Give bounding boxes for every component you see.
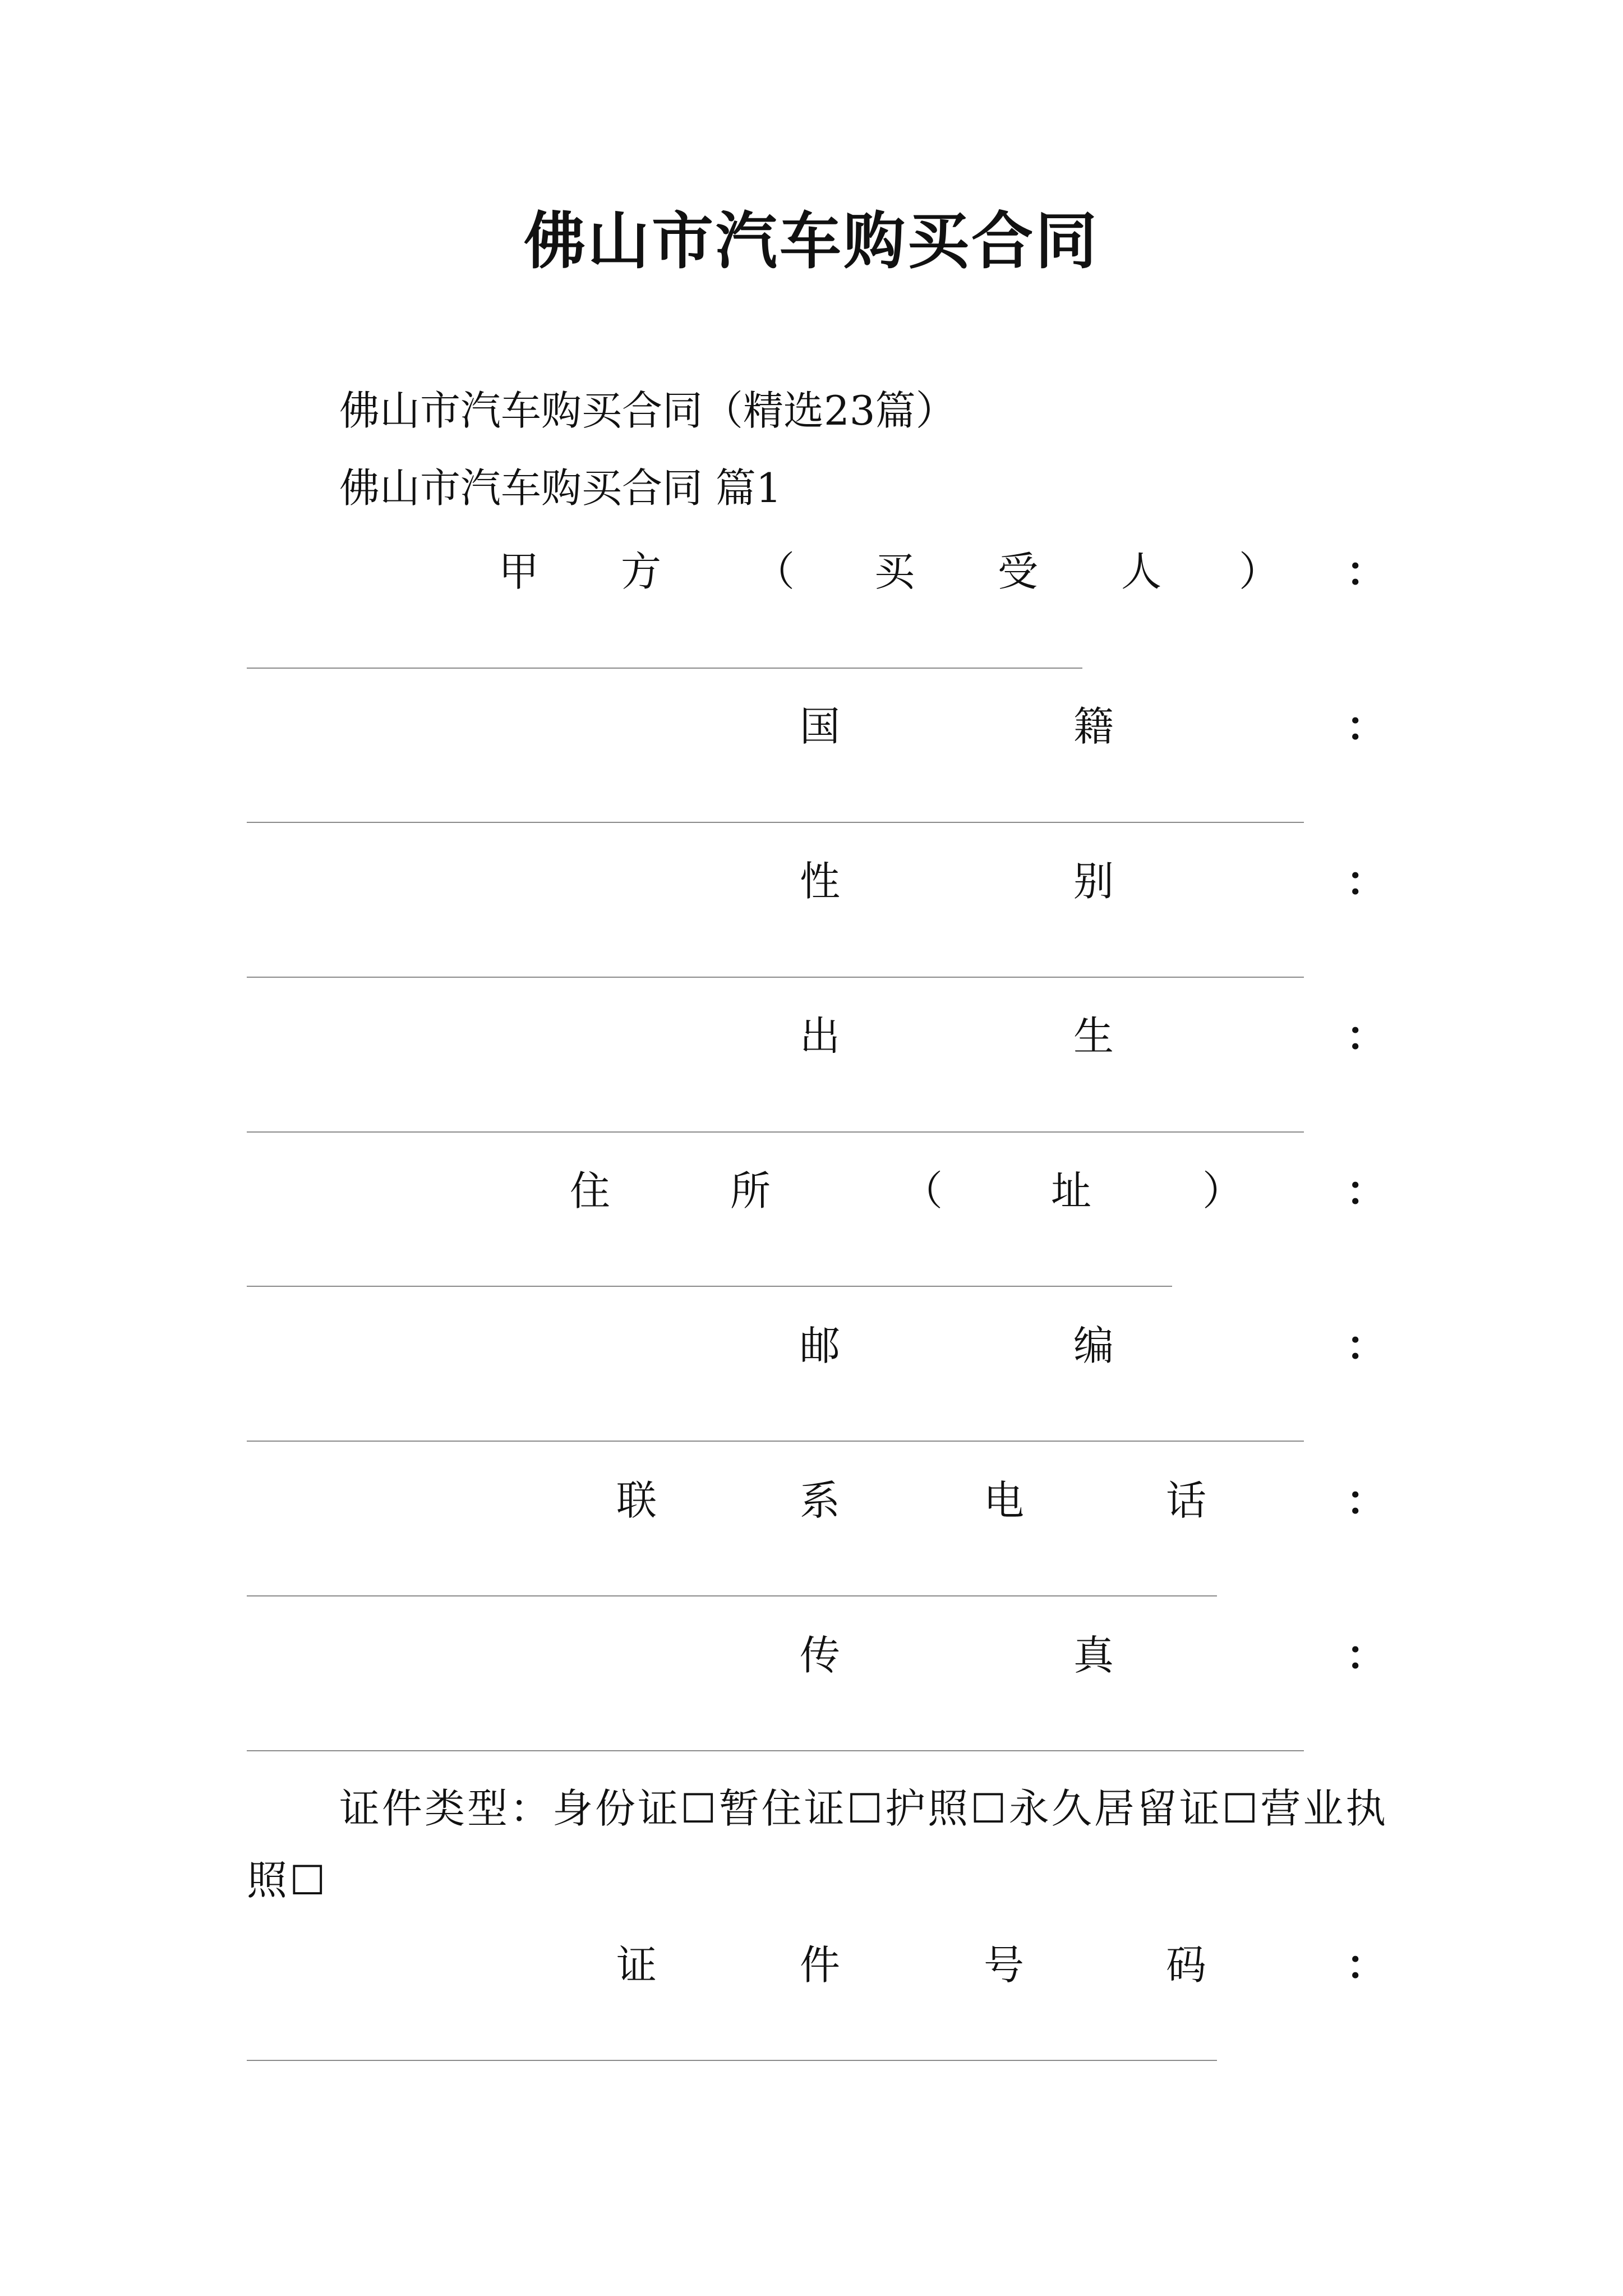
id-type-option-id-card[interactable]: 身份证☐ — [552, 1785, 719, 1832]
label-char: 码 — [1165, 1941, 1207, 1989]
label-colon: ： — [1346, 857, 1387, 905]
label-char: 真 — [1073, 1632, 1114, 1679]
label-char: 别 — [1073, 858, 1114, 905]
label-colon: ： — [1346, 1941, 1387, 1989]
field-gender-label — [0, 850, 1623, 912]
label-colon: ： — [1346, 1167, 1387, 1214]
id-type-option-business-license[interactable]: 营业执照☐ — [247, 1785, 1389, 1904]
label-colon: ： — [1346, 1322, 1387, 1369]
id-number-fill-line[interactable] — [247, 2060, 1217, 2061]
label-colon: ： — [1346, 1631, 1387, 1679]
field-phone-label — [0, 1470, 1623, 1531]
label-char: 出 — [799, 1013, 841, 1060]
label-char: 人 — [1121, 548, 1162, 595]
phone-fill-line[interactable] — [247, 1595, 1217, 1596]
label-char: 甲 — [498, 548, 540, 595]
id-type-option-permanent-residence[interactable]: 永久居留证☐ — [1008, 1785, 1261, 1832]
label-char: ） — [1202, 1167, 1243, 1214]
id-type-option-passport[interactable]: 护照☐ — [885, 1785, 1009, 1832]
label-char: 编 — [1073, 1322, 1114, 1369]
label-char: 电 — [983, 1477, 1025, 1524]
label-char: 方 — [620, 548, 662, 595]
field-id-number-label — [0, 1934, 1623, 1996]
label-char: 所 — [730, 1167, 771, 1214]
label-char: 传 — [799, 1632, 841, 1679]
label-char: （ — [754, 548, 795, 595]
label-colon: ： — [1346, 1476, 1387, 1524]
nationality-fill-line[interactable] — [247, 822, 1304, 823]
label-char: 生 — [1073, 1013, 1114, 1060]
label-char: 籍 — [1073, 703, 1114, 750]
fax-fill-line[interactable] — [247, 1750, 1304, 1751]
field-nationality-label — [0, 696, 1623, 757]
label-char: 性 — [799, 858, 841, 905]
label-char: 系 — [799, 1477, 841, 1524]
label-colon: ： — [1346, 1012, 1387, 1060]
label-char: 住 — [569, 1167, 611, 1214]
gender-fill-line[interactable] — [247, 977, 1304, 978]
label-char: （ — [902, 1167, 943, 1214]
postcode-fill-line[interactable] — [247, 1441, 1304, 1442]
id-type-paragraph — [247, 1773, 1391, 1916]
section-heading: 佛山市汽车购买合同 篇1 — [339, 464, 782, 512]
field-fax-label — [0, 1625, 1623, 1686]
label-char: 受 — [997, 548, 1039, 595]
label-colon: ： — [1346, 702, 1387, 750]
label-char: ） — [1238, 548, 1280, 595]
address-fill-line[interactable] — [247, 1286, 1172, 1287]
birth-fill-line[interactable] — [247, 1131, 1304, 1133]
label-colon: ： — [1346, 547, 1387, 595]
party-a-fill-line[interactable] — [247, 668, 1082, 669]
label-char: 国 — [799, 703, 841, 750]
document-subtitle: 佛山市汽车购买合同（精选23篇） — [339, 387, 956, 434]
document-title: 佛山市汽车购买合同 — [524, 205, 1099, 277]
id-type-option-temp-residence[interactable]: 暂住证☐ — [718, 1785, 886, 1832]
field-postcode-label — [0, 1315, 1623, 1377]
label-char: 证 — [616, 1941, 657, 1989]
id-type-label: 证件类型： — [339, 1785, 553, 1832]
field-birth-label — [0, 1005, 1623, 1067]
label-char: 址 — [1050, 1167, 1092, 1214]
label-char: 号 — [983, 1941, 1025, 1989]
label-char: 邮 — [799, 1322, 841, 1369]
label-char: 联 — [616, 1477, 657, 1524]
label-char: 件 — [799, 1941, 841, 1989]
field-party-a-label — [0, 541, 1623, 602]
label-char: 买 — [874, 548, 915, 595]
label-char: 话 — [1165, 1477, 1207, 1524]
field-address-label — [0, 1160, 1623, 1222]
